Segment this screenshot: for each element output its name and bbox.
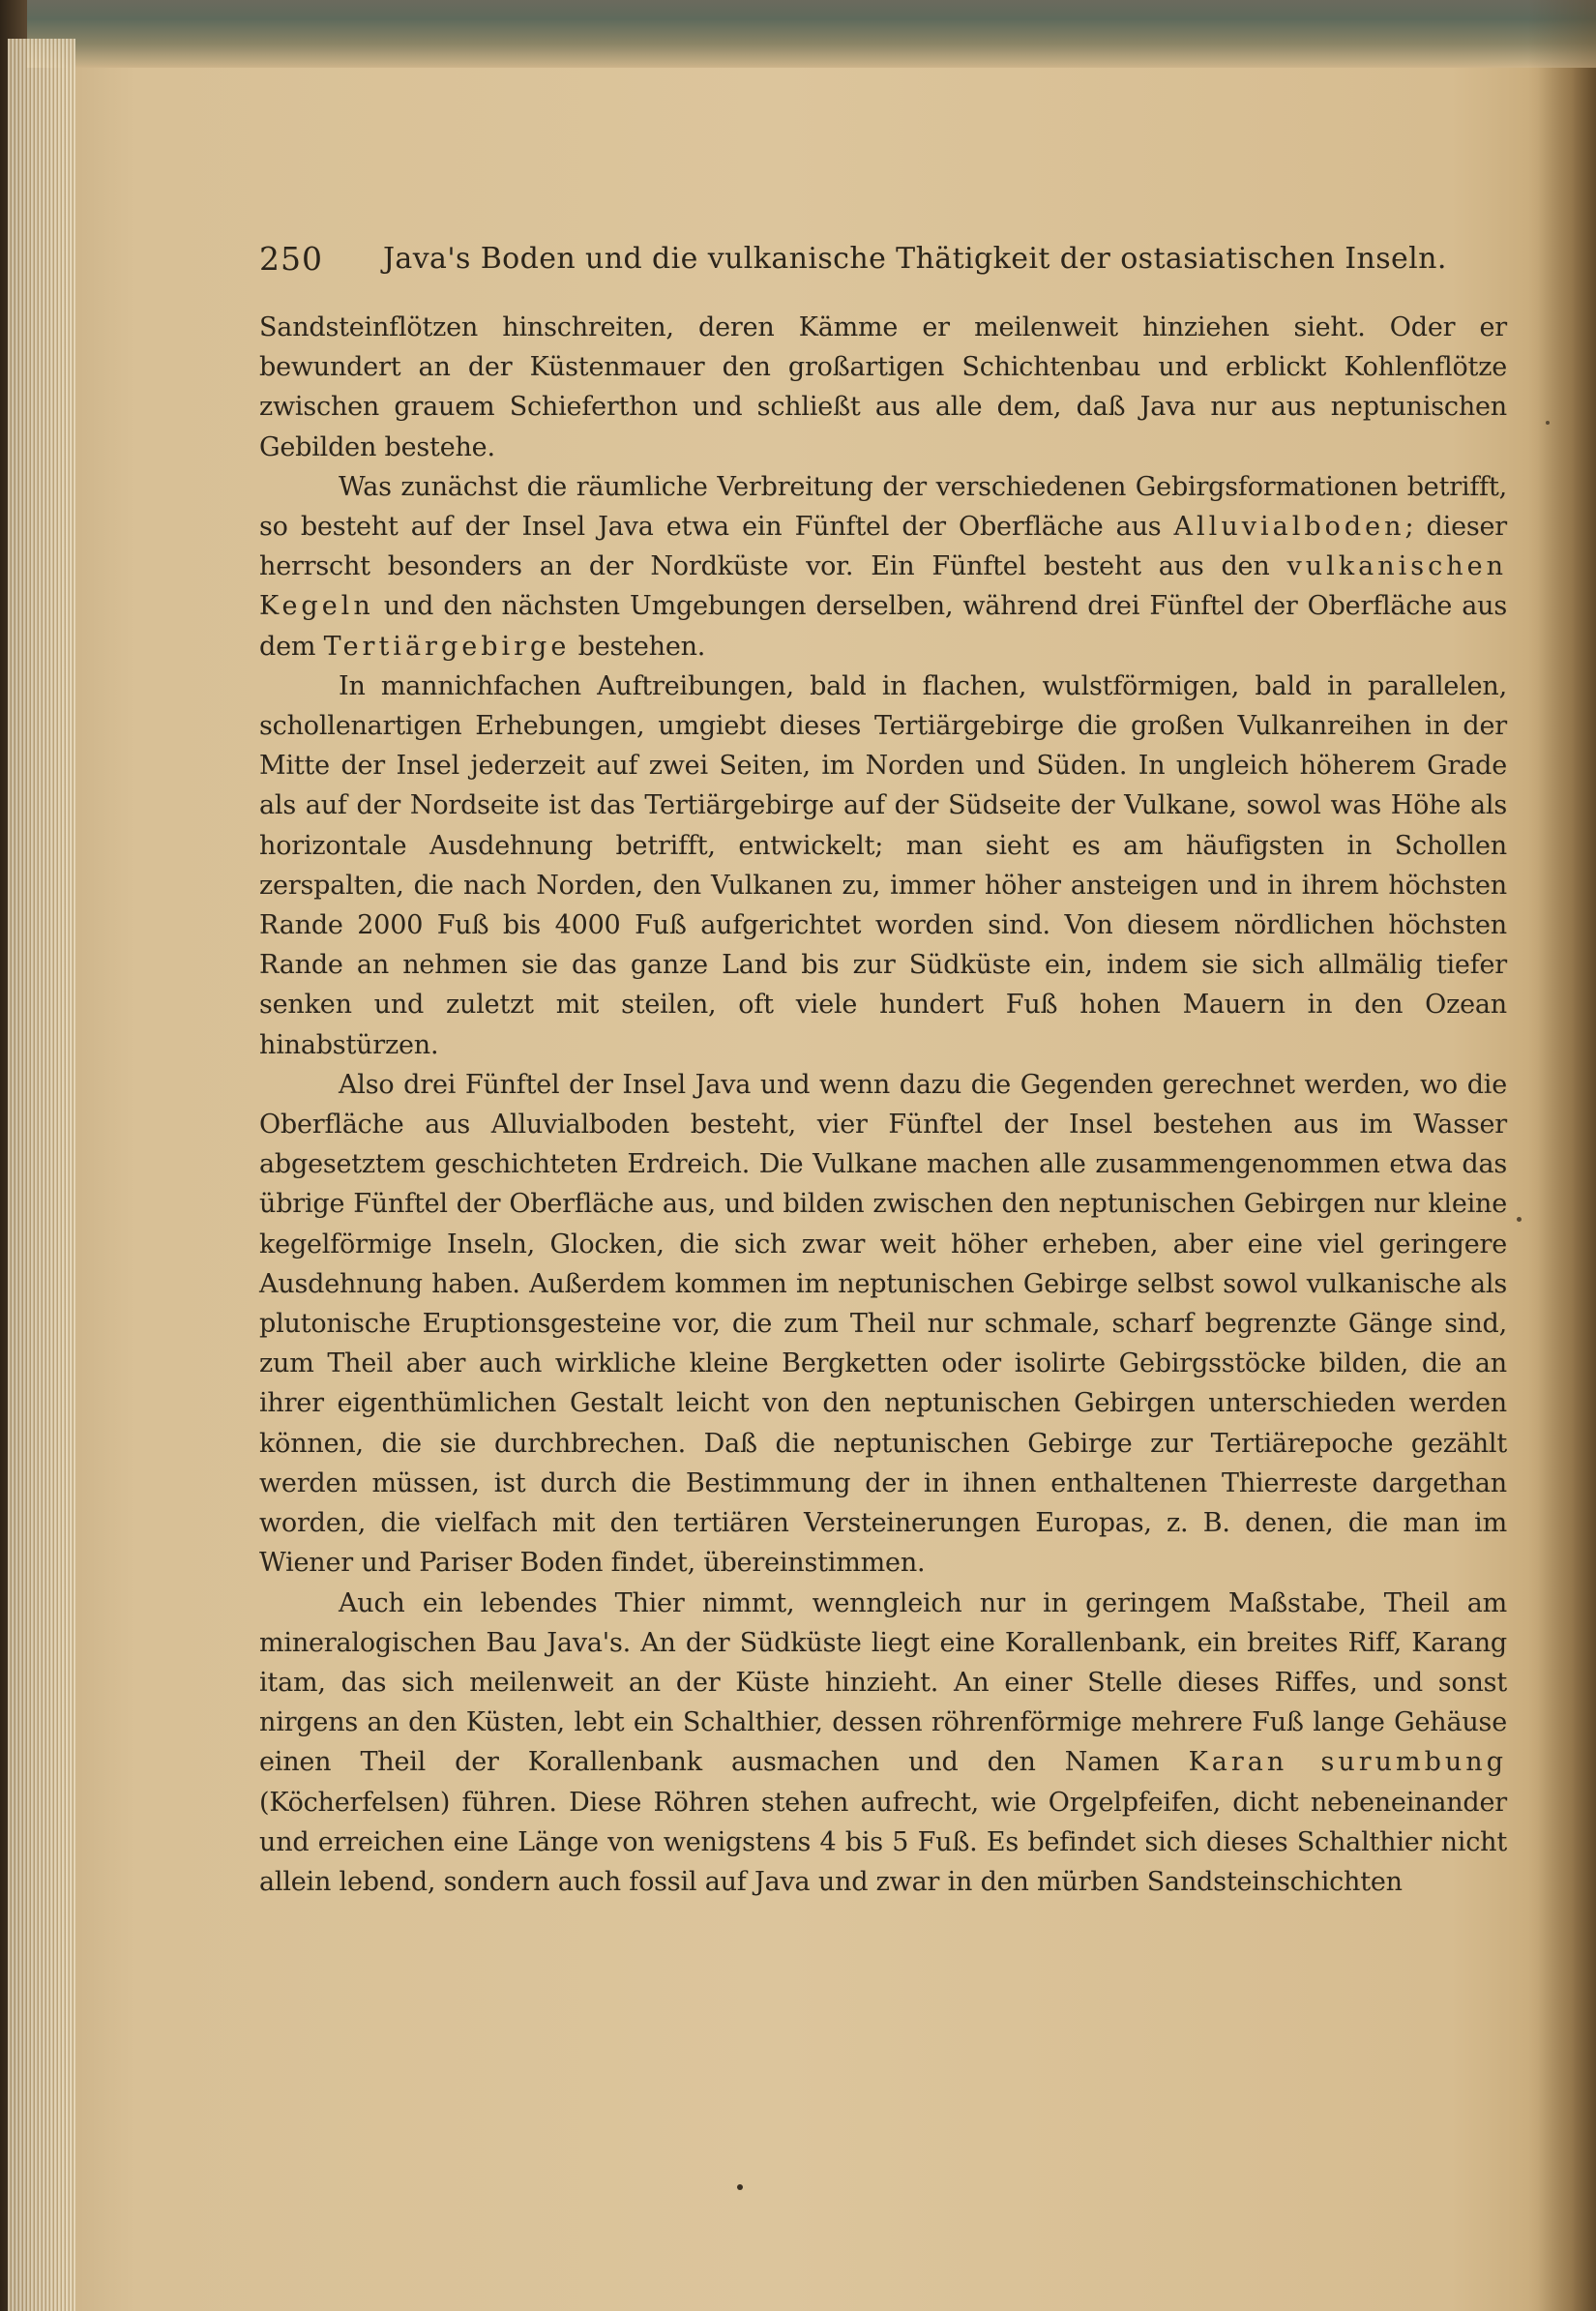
paragraph-text: (Köcherfelsen) führen. Diese Röhren stehen aufrecht, wie Orgelpfeifen, dicht nebeneinander und erreichen eine Länge von wenigstens 4 bis 5 Fuß. Es befindet sich dieses Schalthier nicht allein lebend, sondern auch fossil auf Java und zwar in den mürben Sandsteinschichten	[259, 1787, 1507, 1897]
page-header	[259, 240, 1447, 284]
body-text	[259, 308, 1507, 1902]
paragraph	[259, 1584, 1507, 1903]
paragraph-text: ; dieser herrscht besonders an der Nordküste vor. Ein Fünftel besteht aus den	[259, 512, 1507, 582]
paragraph-text: Auch ein lebendes Thier nimmt, wenngleich nur in geringem Maßstabe, Theil am mineralogischen Bau Java's. An der Südküste liegt eine Korallenbank, ein breites Riff, Karang itam, das sich meilenweit an der Küste hinzieht. An einer Stelle dieses Riffes, und sonst nirgens an den Küsten, lebt ein Schalthier, dessen röhrenförmige mehrere Fuß lange Gehäuse einen Theil der Korallenbank ausmachen und den Namen	[259, 1587, 1507, 1778]
book-top-edge	[0, 0, 1596, 68]
page-edge-shadow	[1528, 0, 1596, 2311]
paper-speck	[1517, 1217, 1522, 1222]
paragraph-text: und den nächsten Umgebungen derselben, während drei Fünftel der Oberfläche aus dem	[259, 591, 1507, 662]
emphasized-term: Tertiärgebirge	[323, 631, 571, 662]
paragraph	[259, 308, 1507, 467]
paragraph-text: Also drei Fünftel der Insel Java und wenn dazu die Gegenden gerechnet werden, wo die Oberfläche aus Alluvialboden besteht, vier Fünftel der Insel bestehen aus im Wasser abgesetztem geschichteten Erdreich. Die Vulkane machen alle zusammengenommen etwa das übrige Fünftel der Oberfläche aus, und bilden zwischen den neptunischen Gebirgen nur kleine kegelförmige Inseln, Glocken, die sich zwar weit höher erheben, aber eine viel geringere Ausdehnung haben. Außerdem kommen im neptunischen Gebirge selbst sowol vulkanische als plutonische Eruptionsgesteine vor, die zum Theil nur schmale, scharf begrenzte Gänge sind, zum Theil aber auch wirkliche kleine Bergketten oder isolirte Gebirgsstöcke bilden, die an ihrer eigenthümlichen Gestalt leicht von den neptunischen Gebirgen unterschieden werden können, die sie durchbrechen. Daß die neptunischen Gebirge zur Tertiärepoche gezählt werden müssen, ist durch die Bestimmung der in ihnen enthaltenen Thierreste dargethan worden, die vielfach mit den tertiären Versteinerungen Europas, z. B. denen, die man im Wiener und Pariser Boden findet, übereinstimmen.	[259, 1069, 1507, 1579]
printer-mark	[737, 2184, 743, 2190]
paper-speck	[1546, 421, 1550, 425]
emphasized-term: vulkanischen Kegeln	[259, 551, 1507, 622]
paragraph	[259, 1065, 1507, 1584]
paragraph	[259, 467, 1507, 667]
paragraph-text: Sandsteinflötzen hinschreiten, deren Kämme er meilenweit hinziehen sieht. Oder er bewundert an der Küstenmauer den großartigen Schichtenbau und erblickt Kohlenflötze zwischen grauem Schieferthon und schließt aus alle dem, daß Java nur aus neptunischen Gebilden bestehe.	[259, 312, 1507, 462]
paragraph-text: bestehen.	[570, 631, 706, 662]
paragraph-text: Was zunächst die räumliche Verbreitung der verschiedenen Gebirgsformationen betrifft, so besteht auf der Insel Java etwa ein Fünftel der Oberfläche aus	[259, 471, 1507, 543]
paragraph-text: In mannichfachen Auftreibungen, bald in flachen, wulstförmigen, bald in parallelen, schollenartigen Erhebungen, umgiebt dieses Tertiärgebirge die großen Vulkanreihen in der Mitte der Insel jederzeit auf zwei Seiten, im Norden und Süden. In ungleich höherem Grade als auf der Nordseite ist das Tertiärgebirge auf der Südseite der Vulkane, sowol was Höhe als horizontale Ausdehnung betrifft, entwickelt; man sieht es am häufigsten in Schollen zerspalten, die nach Norden, den Vulkanen zu, immer höher ansteigen und in ihrem höchsten Rande 2000 Fuß bis 4000 Fuß aufgerichtet worden sind. Von diesem nördlichen höchsten Rande an nehmen sie das ganze Land bis zur Südküste ein, indem sie sich allmälig tiefer senken und zuletzt mit steilen, oft viele hundert Fuß hohen Mauern in den Ozean hinabstürzen.	[259, 670, 1507, 1060]
page-stack-edge	[8, 39, 75, 2311]
paragraph	[259, 667, 1507, 1065]
page-number: 250	[259, 240, 323, 278]
emphasized-term: Alluvialboden	[1173, 512, 1405, 543]
emphasized-term: Karan surumbung	[1188, 1747, 1507, 1778]
running-title: Java's Boden und die vulkanische Thätigkeit der ostasiatischen Inseln.	[383, 242, 1447, 276]
